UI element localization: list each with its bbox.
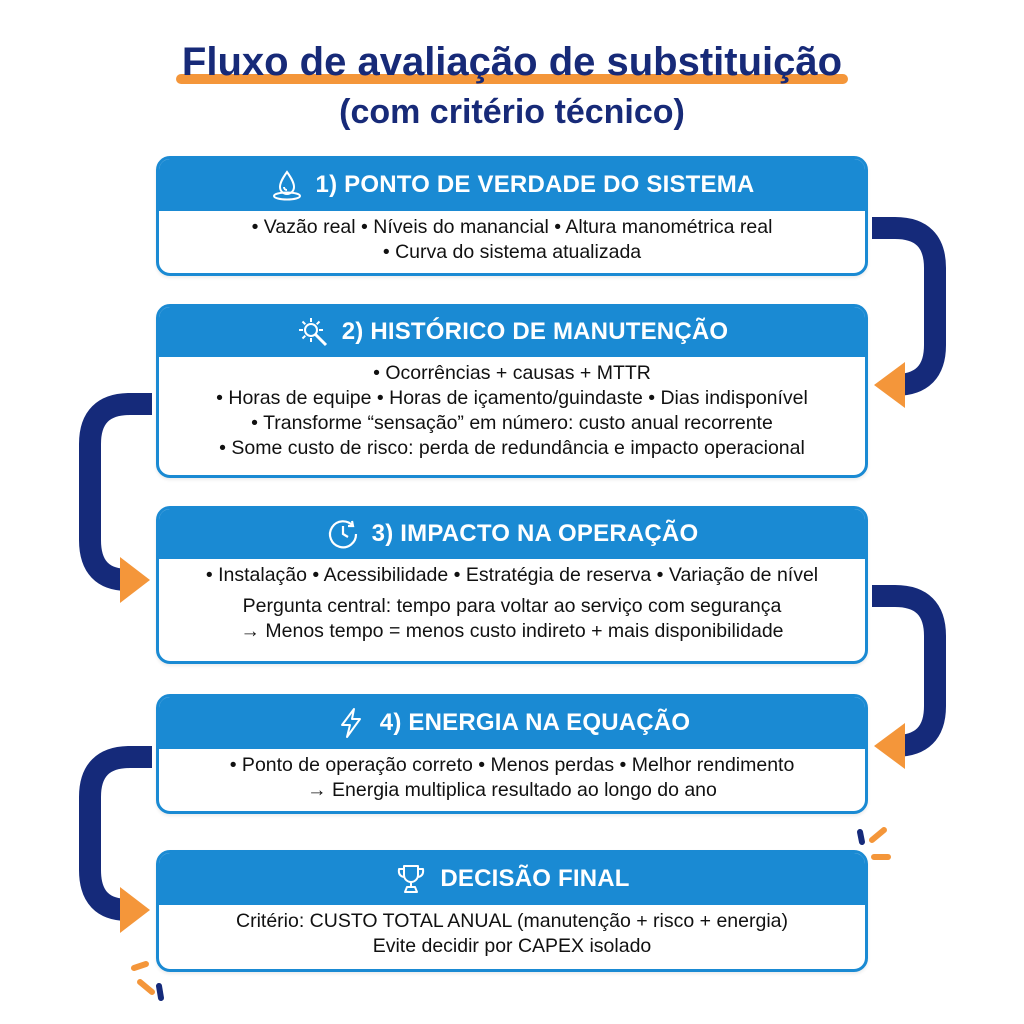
step-2-box <box>156 304 868 478</box>
spark-mark <box>872 830 884 840</box>
trophy-icon <box>394 862 428 896</box>
spark-mark <box>860 832 862 842</box>
arrow-head-4 <box>120 887 150 933</box>
step-3-line: → Menos tempo = menos custo indireto + mais disponibilidade <box>240 620 784 642</box>
title-line-1-text: Fluxo de avaliação de substituição <box>181 40 843 84</box>
arrow-head-3 <box>874 723 905 769</box>
connector-4-5 <box>90 757 152 910</box>
final-decision-content <box>159 905 865 959</box>
step-3-content <box>159 559 865 644</box>
gear-wrench-icon <box>296 315 330 349</box>
lightning-icon <box>334 706 368 740</box>
final-decision-title: DECISÃO FINAL <box>440 865 630 892</box>
final-decision-line: Critério: CUSTO TOTAL ANUAL (manutenção + risco + energia) <box>236 910 788 932</box>
step-2-line: • Horas de equipe • Horas de içamento/guindaste • Dias indisponível <box>216 387 808 409</box>
step-4-title: 4) ENERGIA NA EQUAÇÃO <box>379 709 691 736</box>
step-1-line: • Vazão real • Níveis do manancial • Altura manométrica real <box>251 216 773 238</box>
arrow-head-1 <box>874 362 905 408</box>
step-3-title: 3) IMPACTO NA OPERAÇÃO <box>371 520 699 547</box>
step-1-title: 1) PONTO DE VERDADE DO SISTEMA <box>315 171 755 198</box>
step-2-line: • Transforme “sensação” em número: custo anual recorrente <box>251 412 773 434</box>
connector-2-3 <box>90 404 152 580</box>
spark-mark <box>159 986 161 998</box>
final-decision-line: Evite decidir por CAPEX isolado <box>372 935 652 957</box>
step-4-box <box>156 694 868 814</box>
connector-3-4 <box>872 596 935 746</box>
step-4-header <box>159 697 865 749</box>
arrow-head-2 <box>120 557 150 603</box>
spark-mark <box>134 964 146 968</box>
step-2-line: • Ocorrências + causas + MTTR <box>373 362 651 384</box>
step-2-content <box>159 357 865 461</box>
step-3-line: • Instalação • Acessibilidade • Estratégia de reserva • Variação de nível <box>205 564 819 586</box>
step-1-content <box>159 211 865 265</box>
step-4-line: → Energia multiplica resultado ao longo do ano <box>307 779 717 801</box>
water-drop-icon <box>270 168 304 202</box>
step-1-line: • Curva do sistema atualizada <box>382 241 642 263</box>
step-1-box <box>156 156 868 276</box>
clock-icon <box>326 517 360 551</box>
spark-mark <box>140 982 152 992</box>
title-line-2: (com critério técnico) <box>339 93 685 131</box>
step-4-content <box>159 749 865 803</box>
step-3-box <box>156 506 868 664</box>
step-4-line: • Ponto de operação correto • Menos perdas • Melhor rendimento <box>229 754 795 776</box>
final-decision-box <box>156 850 868 972</box>
final-decision-header <box>159 853 865 905</box>
step-2-header <box>159 307 865 357</box>
step-1-header <box>159 159 865 211</box>
connector-1-2 <box>872 228 935 385</box>
step-3-header <box>159 509 865 559</box>
step-2-title: 2) HISTÓRICO DE MANUTENÇÃO <box>341 318 729 345</box>
step-3-line: Pergunta central: tempo para voltar ao serviço com segurança <box>242 595 782 617</box>
step-2-line: • Some custo de risco: perda de redundância e impacto operacional <box>219 437 805 459</box>
